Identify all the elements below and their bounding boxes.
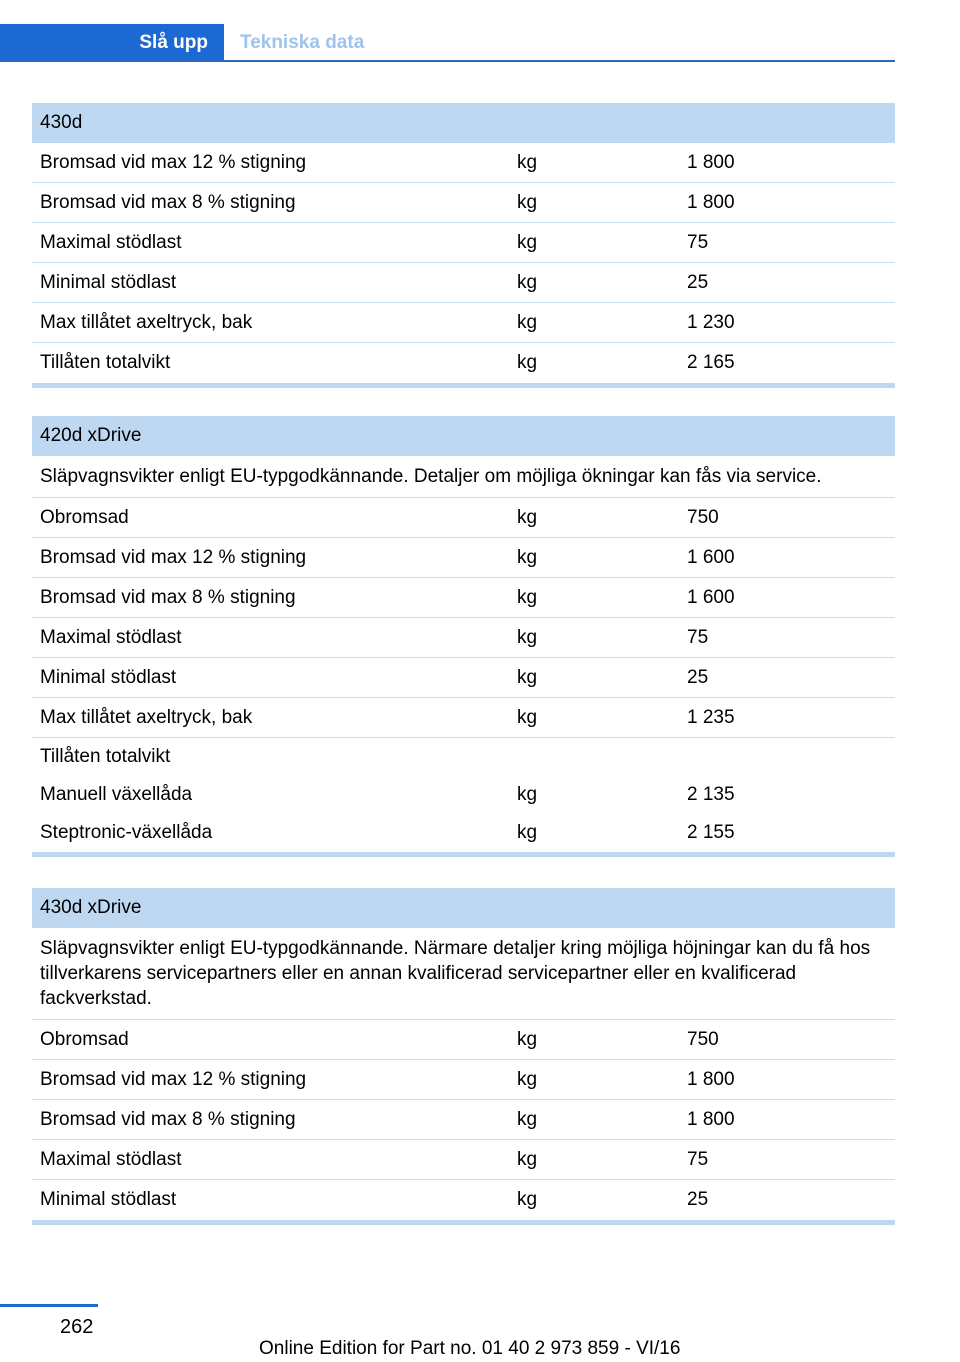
page-number: 262 [60, 1316, 94, 1338]
row-unit: kg [517, 1148, 538, 1170]
table-row [32, 303, 895, 343]
row-label: Steptronic-växellåda [40, 822, 213, 843]
table-row [32, 1140, 895, 1180]
row-label: Tillåten totalvikt [40, 746, 171, 767]
table-title: 430d xDrive [32, 888, 895, 928]
row-value: 1 800 [687, 151, 735, 173]
tab-lookup[interactable]: Slå upp [0, 24, 224, 61]
row-value: 750 [687, 506, 719, 528]
row-value: 1 235 [687, 706, 735, 728]
row-value: 75 [687, 1148, 709, 1170]
row-unit: kg [517, 271, 538, 293]
row-label: Maximal stödlast [40, 1148, 182, 1170]
table-row [32, 538, 895, 578]
table-row [32, 814, 895, 852]
row-value: 2 165 [687, 352, 735, 373]
row-value: 25 [687, 666, 709, 688]
table-row [32, 1020, 895, 1060]
tab-technical-data[interactable]: Tekniska data [240, 31, 365, 53]
row-label: Max tillåtet axeltryck, bak [40, 311, 253, 333]
row-value: 75 [687, 231, 709, 253]
table-end-rule [32, 383, 895, 388]
row-label: Maximal stödlast [40, 626, 182, 648]
row-value: 25 [687, 1189, 709, 1210]
row-unit: kg [517, 626, 538, 648]
row-label: Bromsad vid max 8 % stigning [40, 586, 296, 608]
header-divider [0, 60, 895, 62]
row-label: Bromsad vid max 12 % stigning [40, 546, 307, 568]
row-unit: kg [517, 1068, 538, 1090]
table-row [32, 183, 895, 223]
table-note: Släpvagnsvikter enligt EU-typgodkännande. Närmare detaljer kring möjliga höjningar kan du få hos tillverkarens servicepartners eller en annan kvalificerad servicepartner eller en kvalificerad fackverkstad. [32, 928, 895, 1020]
row-unit: kg [517, 506, 538, 528]
row-label: Obromsad [40, 1028, 129, 1050]
table-note: Släpvagnsvikter enligt EU-typgodkännande. Detaljer om möjliga ökningar kan fås via service. [32, 456, 895, 498]
row-unit: kg [517, 231, 538, 253]
table-row [32, 578, 895, 618]
row-unit: kg [517, 822, 538, 843]
table-title: 420d xDrive [32, 416, 895, 456]
edition-text: Online Edition for Part no. 01 40 2 973 859 - VI/16 [259, 1338, 681, 1359]
row-value: 75 [687, 626, 709, 648]
row-label: Tillåten totalvikt [40, 352, 171, 373]
row-label: Bromsad vid max 8 % stigning [40, 191, 296, 213]
table-row [32, 143, 895, 183]
table-row [32, 618, 895, 658]
table-row [32, 343, 895, 383]
row-value: 1 800 [687, 1108, 735, 1130]
table-430d-xdrive [32, 888, 895, 1225]
row-value: 1 800 [687, 191, 735, 213]
row-label: Maximal stödlast [40, 231, 182, 253]
row-value: 1 230 [687, 311, 735, 333]
row-unit: kg [517, 151, 538, 173]
row-label: Max tillåtet axeltryck, bak [40, 706, 253, 728]
row-unit: kg [517, 546, 538, 568]
row-label: Minimal stödlast [40, 271, 177, 293]
row-value: 2 135 [687, 784, 735, 805]
row-label: Bromsad vid max 8 % stigning [40, 1108, 296, 1130]
table-row [32, 738, 895, 776]
table-420d-xdrive [32, 416, 895, 857]
table-end-rule [32, 1220, 895, 1225]
row-value: 750 [687, 1028, 719, 1050]
row-label: Minimal stödlast [40, 1189, 177, 1210]
table-row [32, 1060, 895, 1100]
row-unit: kg [517, 1189, 538, 1210]
table-title: 430d [32, 103, 895, 143]
table-row [32, 658, 895, 698]
table-row [32, 223, 895, 263]
row-label: Bromsad vid max 12 % stigning [40, 151, 307, 173]
table-row [32, 776, 895, 814]
row-value: 1 800 [687, 1068, 735, 1090]
row-label: Manuell växellåda [40, 784, 193, 805]
row-unit: kg [517, 352, 538, 373]
row-unit: kg [517, 311, 538, 333]
footer-accent-line [0, 1304, 98, 1307]
table-430d [32, 103, 895, 388]
table-row [32, 1180, 895, 1220]
row-value: 25 [687, 271, 709, 293]
row-label: Obromsad [40, 506, 129, 528]
row-unit: kg [517, 784, 538, 805]
row-value: 1 600 [687, 586, 735, 608]
row-label: Minimal stödlast [40, 666, 177, 688]
row-value: 2 155 [687, 822, 735, 843]
row-unit: kg [517, 1028, 538, 1050]
row-value: 1 600 [687, 546, 735, 568]
table-row [32, 1100, 895, 1140]
table-row [32, 498, 895, 538]
row-unit: kg [517, 666, 538, 688]
row-unit: kg [517, 1108, 538, 1130]
row-unit: kg [517, 191, 538, 213]
row-unit: kg [517, 706, 538, 728]
table-row [32, 698, 895, 738]
table-row [32, 263, 895, 303]
row-unit: kg [517, 586, 538, 608]
row-label: Bromsad vid max 12 % stigning [40, 1068, 307, 1090]
table-end-rule [32, 852, 895, 857]
